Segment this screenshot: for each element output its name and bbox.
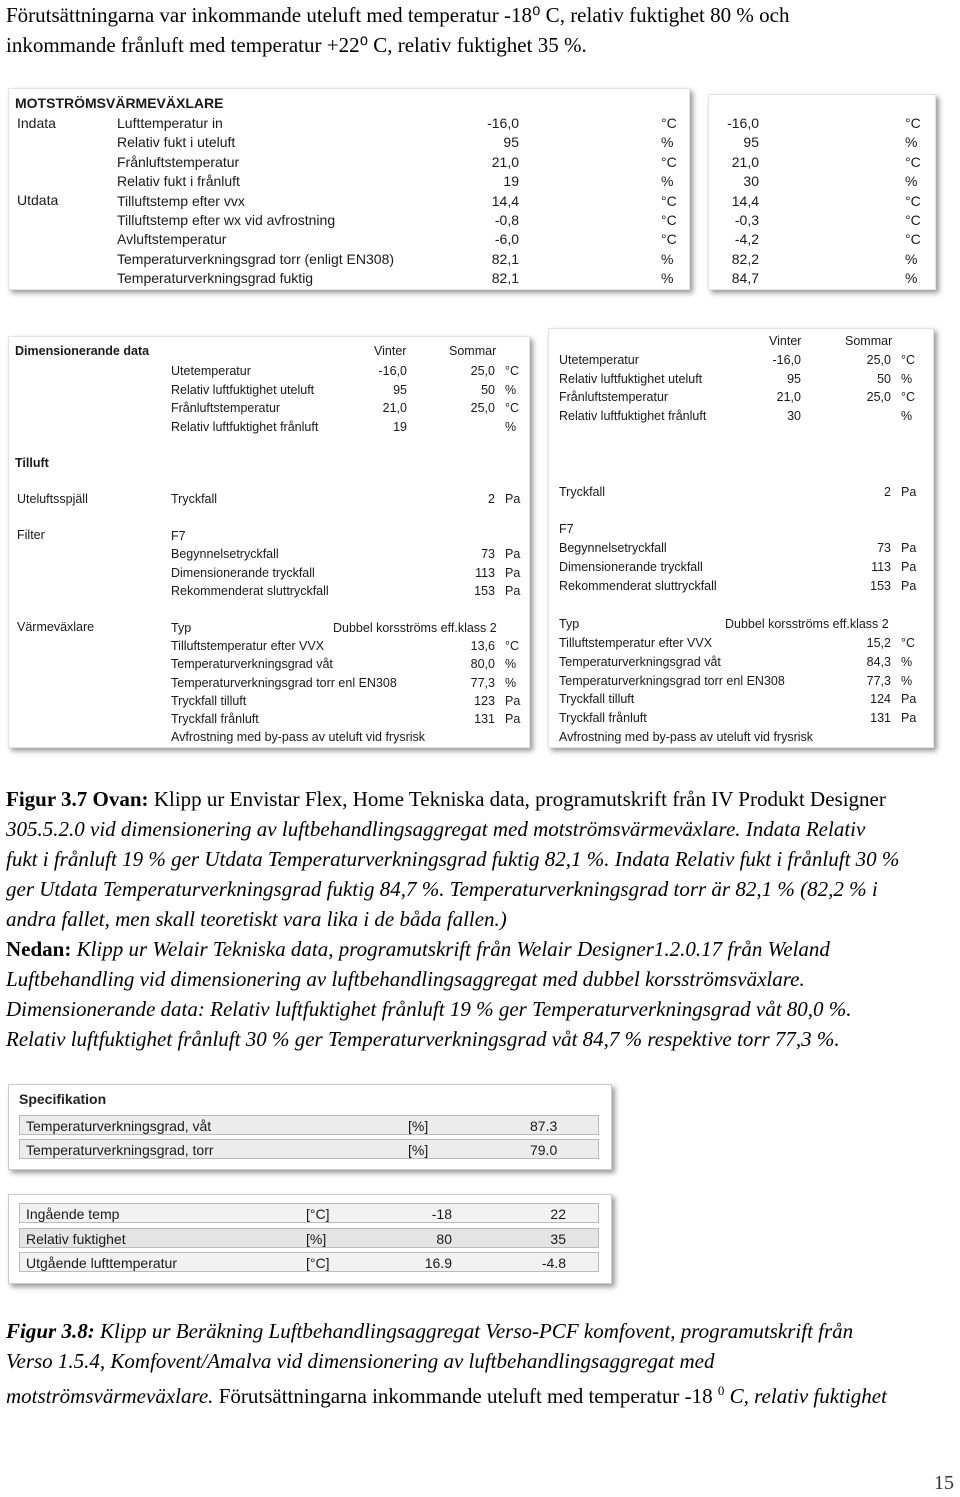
row-label: Relativ fukt i frånluft: [117, 173, 240, 190]
row-value: 82,1: [491, 270, 519, 287]
row-label: Tilluftstemp efter wx vid avfrostning: [117, 212, 336, 228]
welair-panel-left: [8, 336, 530, 748]
typ-label: Typ: [171, 621, 192, 635]
vvx-row-value: 131: [870, 711, 891, 726]
caption-37-line-4: ger Utdata Temperaturverkningsgrad fuktig 84,7 %. Temperaturverkningsgrad torr är 82,1 % (82,2 % i: [6, 877, 878, 901]
vvx-row-value: 15,2: [866, 636, 891, 650]
typ-value: Dubbel korsströms eff.klass 2: [333, 621, 497, 635]
spec-row-unit: [%]: [408, 1142, 429, 1158]
typ-label: Typ: [559, 617, 580, 631]
vvx-row-label: Temperaturverkningsgrad våt: [171, 657, 333, 672]
vvx-row-value: 123: [474, 693, 495, 708]
row-unit: %: [905, 250, 918, 267]
dim-title: Dimensionerande data: [15, 344, 150, 358]
dim-unit: %: [901, 408, 913, 423]
vinter-value: -16,0: [378, 364, 407, 378]
vvx-row-label: Temperaturverkningsgrad torr enl EN308: [559, 673, 785, 688]
caption-37-line-8: Dimensionerande data: Relativ luftfuktighet frånluft 19 % ger Temperaturverkningsgrad våt 80,0 %.: [6, 997, 852, 1021]
indata-label: Indata: [17, 115, 56, 131]
filter-row-unit: Pa: [505, 565, 521, 580]
vvx-row-value: 131: [474, 712, 495, 727]
vvx-row-value: 80,0: [470, 657, 495, 672]
caption-text: Klipp ur Beräkning Luftbehandlingsaggregat Verso-PCF komfovent, programutskrift från: [94, 1319, 854, 1343]
caption-text: C, relativ fuktighet: [724, 1384, 887, 1408]
row-value: 95: [503, 134, 519, 151]
row-label: Lufttemperatur in: [117, 115, 223, 131]
vvx-row-value: 13,6: [470, 639, 495, 653]
dim-unit: °C: [901, 353, 916, 367]
tryckfall-value: 2: [884, 485, 891, 499]
filter-row-value: 113: [871, 559, 891, 574]
caption-37-line-9: Relativ luftfuktighet frånluft 30 % ger Temperaturverkningsgrad våt 84,7 % respektive torr 77,3 %.: [6, 1027, 840, 1051]
row-label: Frånluftstemperatur: [117, 153, 240, 170]
dim-row-label: Relativ luftfuktighet uteluft: [559, 371, 703, 386]
dim-row-label: Frånluftstemperatur: [559, 390, 669, 404]
temp-row-unit: [°C]: [306, 1255, 330, 1271]
row-value: 19: [503, 173, 519, 190]
vvx-row-unit: Pa: [901, 692, 917, 707]
spec-row: [19, 1115, 599, 1135]
row-value: -0,3: [734, 212, 759, 228]
vvx-row-label: Tryckfall tilluft: [171, 693, 247, 708]
vvx-row-unit: °C: [505, 639, 520, 653]
caption-37-line-3: fukt i frånluft 19 % ger Utdata Temperaturverkningsgrad fuktig 82,1 %. Indata Relativ fukt i frånluft 30 %: [6, 847, 900, 871]
sommar-header: Sommar: [449, 344, 497, 358]
intro-line-2: inkommande frånluft med temperatur +22⁰ C, relativ fuktighet 35 %.: [6, 33, 587, 57]
tryckfall-unit: Pa: [505, 492, 521, 506]
caption-text: motströmsvärmeväxlare.: [6, 1384, 214, 1408]
sommar-value: 50: [481, 382, 495, 397]
vinter-value: 30: [787, 408, 801, 423]
filter-row-label: Begynnelsetryckfall: [171, 547, 279, 561]
vinter-value: 19: [393, 419, 407, 434]
f7-label: F7: [171, 529, 186, 543]
vinter-value: 95: [787, 371, 801, 386]
temp-row: [19, 1203, 599, 1223]
filter-row-unit: Pa: [901, 541, 917, 555]
row-value: 14,4: [491, 192, 519, 209]
temp-row-value-a: 80: [436, 1230, 452, 1247]
welair-panel-right: [548, 328, 934, 748]
vvx-row-value: 124: [870, 692, 891, 707]
temp-row: [19, 1228, 599, 1248]
caption-37-line-2: 305.5.2.0 vid dimensionering av luftbehandlingsaggregat med motströmsvärmeväxlare. Indata Relativ: [6, 817, 866, 841]
row-unit: °C: [905, 153, 921, 170]
vvx-row-label: Tilluftstemperatur efter VVX: [171, 639, 325, 653]
dim-unit: %: [901, 371, 913, 386]
row-label: Tilluftstemp efter vvx: [117, 192, 245, 209]
filter-row-unit: Pa: [901, 578, 917, 593]
vinter-header: Vinter: [769, 334, 802, 348]
filter-row-value: 153: [474, 584, 495, 598]
vvx-row-label: Temperaturverkningsgrad torr enl EN308: [171, 675, 397, 690]
tilluft-label: Tilluft: [15, 456, 49, 470]
temp-row-value-b: 22: [550, 1206, 566, 1222]
filter-row-label: Begynnelsetryckfall: [559, 541, 667, 555]
caption-38-line-3: [6, 1376, 887, 1411]
temp-row-label: Utgående lufttemperatur: [26, 1255, 177, 1271]
row-unit: °C: [905, 212, 921, 228]
filter-row-value: 73: [481, 547, 495, 561]
sommar-value: 50: [877, 371, 891, 386]
dim-row-label: Relativ luftfuktighet frånluft: [559, 408, 707, 423]
row-label: Temperaturverkningsgrad fuktig: [117, 270, 314, 287]
spec-row: [19, 1139, 599, 1159]
dim-row-label: Utetemperatur: [171, 364, 251, 378]
spec-panel: [8, 1084, 612, 1170]
caption-text: Förutsättningarna inkommande uteluft med temperatur -18: [213, 1384, 718, 1408]
temp-row-unit: [%]: [306, 1230, 327, 1247]
uteluftsspjall-label: Uteluftsspjäll: [17, 492, 88, 506]
figure-label: Figur 3.7: [6, 787, 88, 811]
filter-row-unit: Pa: [505, 547, 521, 561]
vvx-row-value: 77,3: [470, 675, 495, 690]
caption-text: Klipp ur Envistar Flex, Home Tekniska data, programutskrift från IV Produkt Designer: [148, 787, 886, 811]
figure-label: Figur 3.8:: [6, 1319, 95, 1343]
row-label: Relativ fukt i uteluft: [117, 134, 236, 151]
row-label: Temperaturverkningsgrad torr (enligt EN308): [117, 250, 395, 267]
avfrostning-label: Avfrostning med by-pass av uteluft vid frysrisk: [171, 730, 426, 744]
caption-37-line-5: andra fallet, men skall teoretiskt vara lika i de båda fallen.): [6, 907, 507, 931]
caption-38-line-2: Verso 1.5.4, Komfovent/Amalva vid dimensionering av luftbehandlingsaggregat med: [6, 1349, 715, 1373]
vvx-row-unit: %: [901, 654, 913, 669]
vvx-row-unit: %: [505, 675, 517, 690]
vvx-row-label: Temperaturverkningsgrad våt: [559, 654, 721, 669]
filter-row-value: 113: [475, 565, 495, 580]
dim-unit: °C: [505, 401, 520, 415]
row-unit: °C: [905, 192, 921, 209]
vinter-value: 95: [393, 382, 407, 397]
row-unit: %: [661, 270, 674, 287]
row-value: -6,0: [494, 231, 519, 248]
row-value: -4,2: [734, 231, 759, 248]
filter-row-unit: Pa: [505, 584, 521, 598]
row-value: 21,0: [731, 153, 759, 170]
vvx-row-label: Tryckfall frånluft: [559, 711, 647, 726]
vvx-row-unit: Pa: [505, 712, 521, 727]
spec-title: Specifikation: [19, 1091, 107, 1107]
avfrostning-label: Avfrostning med by-pass av uteluft vid frysrisk: [559, 730, 814, 744]
row-unit: %: [905, 173, 918, 190]
filter-label: Filter: [17, 528, 45, 542]
row-unit: °C: [905, 231, 921, 248]
vvx-row-value: 77,3: [866, 673, 891, 688]
dim-row-label: Utetemperatur: [559, 353, 639, 367]
sommar-value: 25,0: [866, 390, 891, 404]
dim-row-label: Relativ luftfuktighet uteluft: [171, 382, 315, 397]
f7-label: F7: [559, 522, 574, 536]
dim-row-label: Relativ luftfuktighet frånluft: [171, 419, 319, 434]
temp-row-value-a: -18: [431, 1206, 452, 1222]
spec-row-label: Temperaturverkningsgrad, våt: [26, 1118, 212, 1134]
panel-title: MOTSTRÖMSVÄRMEVÄXLARE: [15, 95, 224, 111]
spec-row-value: 87.3: [530, 1118, 558, 1134]
row-unit: °C: [661, 212, 677, 228]
vvx-row-unit: °C: [901, 636, 916, 650]
row-unit: °C: [661, 231, 677, 248]
sommar-value: 25,0: [866, 353, 891, 367]
page-number: 15: [934, 1472, 954, 1494]
caption-text: Klipp ur Welair Tekniska data, programutskrift från Welair Designer1.2.0.17 från Weland: [71, 937, 830, 961]
temp-row-label: Ingående temp: [26, 1206, 120, 1222]
tryckfall-unit: Pa: [901, 485, 917, 499]
vinter-value: 21,0: [382, 401, 407, 415]
dim-unit: °C: [505, 364, 520, 378]
spec-row-label: Temperaturverkningsgrad, torr: [26, 1142, 214, 1158]
filter-row-label: Dimensionerande tryckfall: [171, 565, 315, 580]
caption-37-line-1: [6, 784, 886, 814]
envistar-panel-right: [708, 94, 936, 290]
row-unit: %: [905, 134, 918, 151]
temps-panel: [8, 1194, 612, 1284]
row-label: Avluftstemperatur: [117, 231, 227, 248]
filter-row-unit: Pa: [901, 559, 917, 574]
typ-value: Dubbel korsströms eff.klass 2: [725, 617, 889, 631]
row-value: 14,4: [731, 192, 759, 209]
superscript: 0: [717, 1383, 725, 1398]
caption-37-line-6: [6, 934, 830, 964]
varmevaxlare-label: Värmeväxlare: [17, 620, 95, 634]
intro-line-1: Förutsättningarna var inkommande uteluft med temperatur -18⁰ C, relativ fuktighet 80 % och: [6, 3, 790, 27]
row-value: -16,0: [487, 115, 519, 131]
vvx-row-label: Tryckfall tilluft: [559, 692, 635, 707]
envistar-panel-left: [8, 88, 690, 290]
row-unit: %: [905, 270, 918, 287]
temp-row-value-b: -4.8: [541, 1255, 566, 1271]
filter-row-label: Dimensionerande tryckfall: [559, 559, 703, 574]
sommar-value: 25,0: [470, 401, 495, 415]
row-unit: °C: [661, 153, 677, 170]
row-value: -0,8: [494, 212, 519, 228]
sommar-value: 25,0: [470, 364, 495, 378]
row-value: -16,0: [727, 115, 759, 131]
vinter-header: Vinter: [374, 344, 407, 358]
vinter-value: 21,0: [776, 390, 801, 404]
temp-row: [19, 1252, 599, 1272]
spec-row-unit: [%]: [408, 1118, 429, 1134]
row-value: 82,1: [491, 250, 519, 267]
vvx-row-label: Tilluftstemperatur efter VVX: [559, 636, 713, 650]
vvx-row-label: Tryckfall frånluft: [171, 712, 259, 727]
row-unit: °C: [661, 192, 677, 209]
vvx-row-unit: %: [901, 673, 913, 688]
utdata-label: Utdata: [17, 192, 59, 208]
row-unit: %: [661, 173, 674, 190]
row-unit: °C: [661, 115, 677, 131]
filter-row-label: Rekommenderat sluttryckfall: [171, 584, 329, 598]
row-value: 84,7: [731, 270, 759, 287]
tryckfall-value: 2: [488, 492, 495, 506]
filter-row-value: 73: [877, 541, 891, 555]
filter-row-label: Rekommenderat sluttryckfall: [559, 578, 717, 593]
row-unit: %: [661, 250, 674, 267]
vvx-row-unit: %: [505, 657, 517, 672]
vinter-value: -16,0: [772, 353, 801, 367]
vvx-row-unit: Pa: [901, 711, 917, 726]
nedan-label: Nedan:: [6, 937, 72, 961]
dim-unit: °C: [901, 390, 916, 404]
row-value: 82,2: [731, 250, 759, 267]
spec-row-value: 79.0: [530, 1142, 558, 1158]
caption-38-line-1: [6, 1316, 853, 1346]
temp-row-label: Relativ fuktighet: [26, 1230, 126, 1247]
sommar-header: Sommar: [845, 334, 893, 348]
filter-row-value: 153: [870, 578, 891, 593]
temp-row-unit: [°C]: [306, 1206, 330, 1222]
dim-unit: %: [505, 382, 517, 397]
dim-row-label: Frånluftstemperatur: [171, 401, 281, 415]
row-unit: %: [661, 134, 674, 151]
temp-row-value-b: 35: [550, 1230, 566, 1247]
tryckfall-label: Tryckfall: [559, 485, 606, 499]
tryckfall-label: Tryckfall: [171, 492, 218, 506]
dim-unit: %: [505, 419, 517, 434]
vvx-row-unit: Pa: [505, 693, 521, 708]
row-value: 21,0: [491, 153, 519, 170]
ovan-label: Ovan:: [92, 787, 149, 811]
row-value: 30: [743, 173, 759, 190]
row-value: 95: [743, 134, 759, 151]
row-unit: °C: [905, 115, 921, 131]
temp-row-value-a: 16.9: [424, 1255, 452, 1271]
caption-37-line-7: Luftbehandling vid dimensionering av luftbehandlingsaggregat med dubbel korsströmsväxlare.: [6, 967, 805, 991]
vvx-row-value: 84,3: [866, 654, 891, 669]
